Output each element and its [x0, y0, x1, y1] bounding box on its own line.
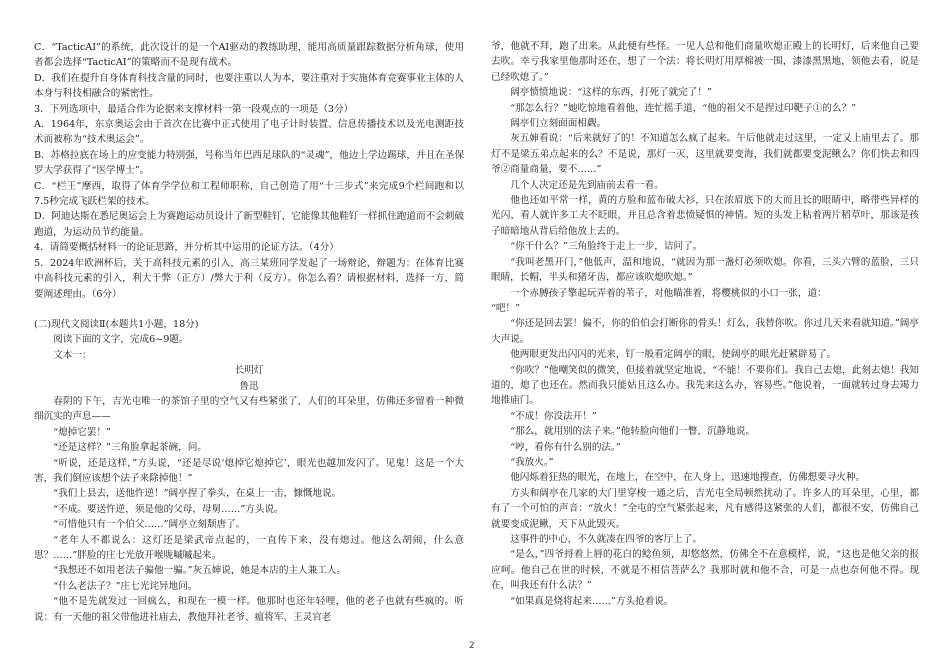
story-author: 鲁迅	[239, 380, 259, 392]
story-paragraph: “不成。要送忤逆，须是他的父母，母舅……”方头说。	[53, 503, 284, 515]
story-paragraph: “你吹？”他嘲笑似的微笑，但接着就坚定地说，“不能！不要你们。我自己去熄，此刻去熄！我知道的，熄了也还在。然而我只能姑且这么办。我先来这么办，容易些。”他说着，一面就转过身去竭力地推庙门。	[491, 364, 919, 407]
story-paragraph: 阔亭们立刻面面相觑。	[510, 118, 607, 130]
story-paragraph: 灰五婶看说：“后来就好了的！不知道怎么疯了起来。午后他就走过这里，一定又上庙里去了。那灯不是梁五弟点起来的么？不是说，那灯一灭，这里就要变海，我们就都要变泥鳅么？你们快去和四爷②商量商量，要不……”	[491, 133, 919, 176]
spacer	[34, 302, 464, 317]
story-paragraph: “我放火。”	[510, 456, 554, 468]
question-4: 4．请简要概括材料一的论证思路，并分析其中运用的论证方法。（4分）	[34, 242, 339, 254]
story-paragraph: “那么，就用别的法子来。”他转脸向他们一瞥，沉静地说。	[510, 426, 756, 438]
story-paragraph: “你还是回去罢！偏不，你的伯伯会打断你的骨头！灯么，我替你吹。你过几天来看就知道。”阔亭大声说。	[491, 318, 919, 345]
question-3-stem: 3．下列选项中，最适合作为论据来支撑材料一第一段观点的一项是（3分）	[34, 103, 354, 115]
story-paragraph: “听说，还是这样，”方头说，“还是尽说‘熄掉它熄掉它’，眼光也越加发闪了。见鬼！这是一个大害，我们倒应该想个法子来除掉他！”	[34, 457, 464, 484]
story-paragraph: “我们上县去，送他忤逆！”阔亭捏了拳头，在桌上一击，慷慨地说。	[53, 488, 342, 500]
option-c: C．“TacticAI”的系统，此次设计的是一个AI驱动的教练助理，能用高质量跟踪数据分析角球，使用者都会选择“TacticAI”的策略而不是现有战术。	[34, 42, 464, 69]
question-5: 5．2024年欧洲杯后，关于高科技元素的引入，高三某班同学发起了一场辩论，辩题为：在体育比赛中高科技元素的引入，利大于弊（正方）/弊大于利（反方）。你怎么看？请根据材料，选择一方，简要阐述理由。（6分）	[34, 257, 464, 300]
story-paragraph: “什么老法子？”庄七光诧异地问。	[53, 580, 198, 592]
text-label: 文本一：	[53, 349, 92, 361]
page-number: 2	[469, 641, 475, 651]
q3-option-d: D．阿迪达斯在悉尼奥运会上为赛跑运动员设计了新型鞋钉，它能像其他鞋钉一样抓住跑道而不会刺破跑道，为运动员节约能量。	[34, 211, 464, 238]
story-paragraph: “吧！”	[491, 302, 520, 314]
story-paragraph: “还是这样？”三角脸拿起茶碗，问。	[53, 442, 207, 454]
story-paragraph: “你干什么？”三角脸终于走上一步，诘问了。	[510, 241, 703, 253]
story-paragraph: 一个赤膊孩子擎起玩弄着的苇子，对他瞄准着，将樱桃似的小口一张，道：	[510, 287, 827, 299]
q3-option-c: C．“栏王”摩西，取得了体育学学位和工程师职称，自己创造了用“十三步式”来完成9个栏间跑和以7.5秒完成飞跃栏架的技术。	[34, 180, 464, 208]
q3-option-a: A．1964年，东京奥运会由于首次在比赛中正式使用了电子计时装置、信息传播技术以及光电测距技术而被称为“技术奥运会”。	[34, 119, 464, 146]
story-paragraph: “不成！你没法开！”	[510, 410, 597, 422]
story-paragraph: “老年人不都说么：这灯还是梁武帝点起的，一直传下来，没有熄过。他这么胡闹，什么意思？……”胖脸的庄七光放开喉咙嘁嘁起来。	[34, 534, 464, 561]
story-paragraph: “那怎么行？”她吃惊地看着他，连忙摇手道，“他的祖父不是捏过印靶子①的么？”	[510, 102, 856, 114]
story-paragraph: 这事件的中心，不久就凑在四爷的客厅上了。	[510, 534, 703, 545]
option-d: D．我们在提升自身体育科技含量的同时，也要注重以人为本，要注重对于实施体育竞赛事业主体的人本身与科技相融合的紧密性。	[34, 72, 464, 100]
story-paragraph: 他两眼更发出闪闪的光来，钉一般看定阔亭的眼，使阔亭的眼光赶紧辟易了。	[510, 349, 837, 361]
story-paragraph: 爷，他就不拜，跑了出来。从此便有些怪。一见人总和他们商量吹熄正殿上的长明灯，后来他自己要去吹。幸亏我家里他那时还在，想了一个法：将长明灯用厚棉被一围，漆漆黑黑地，领他去看，说是已经吹熄了。”	[491, 41, 919, 83]
section-title: (二)现代文阅读Ⅱ(本题共1小题，18分)	[34, 318, 199, 330]
story-paragraph: “是么，”四爷捋着上唇的花白的鲶鱼须，却悠悠然，仿佛全不在意模样，说，“这也是他父亲的报应呵。他自己在世的时候，不就是不相信菩萨么？我那时就和他不合，可是一点也奈何他不得。现在，叫我还有什么法？”	[491, 549, 919, 592]
story-paragraph: “我想还不如用老法子骗他一骗。”灰五婶说，她是本店的主人兼工人。	[53, 565, 347, 577]
story-paragraph: “可惜他只有一个伯父……”阔亭立刻颓唐了。	[53, 519, 246, 531]
story-paragraph: “我叫老黑开门，”他低声，温和地说，“就因为那一盏灯必须吹熄。你看，三头六臂的蓝脸，三只眼睛，长帽，半头和猪牙齿，都应该吹熄吹熄。”	[491, 256, 919, 284]
q3-option-b: B．苏格拉底在场上的应变能力特别强，号称当年巴西足球队的“灵魂”，他边上学边踢球，并且在圣保罗大学获得了“医学博士”。	[34, 149, 464, 177]
story-paragraph: 几个人决定还是先到庙前去看一看。	[510, 179, 664, 191]
instruction: 阅读下面的文字，完成6~9题。	[53, 334, 189, 346]
story-paragraph: 方头和阔亭在几家的大门里穿梭一通之后，吉光屯全局顿然扰动了。许多人的耳朵里，心里，都有了一个可怕的声音：“放火！”全屯的空气紧张起来，凡有感得这紧张的人们，都很不安，仿佛自己就要变成泥鳅，天下从此毁灭。	[491, 487, 919, 530]
story-title: 长明灯	[234, 365, 264, 377]
story-paragraph: “如果真是烧将起来……”方头抢着说。	[510, 595, 674, 607]
left-column	[34, 40, 464, 625]
story-paragraph: 他闪烁着狂热的眼光，在地上，在空中，在人身上，迅速地搜查，仿佛想要寻火种。	[510, 472, 866, 484]
story-paragraph: 他也还如平常一样，黄的方脸和蓝布破大衫，只在浓眉底下的大而且长的眼睛中，略带些异样的光闪，看人就许多工夫不眨眼，并且总含着悲愤疑惧的神情。短的头发上粘着两片稻草叶，那该是孩子暗暗地从背后给他放上去的。	[491, 195, 919, 237]
story-paragraph: 阔亭愤愤地说：“这样的东西，打死了就完了！”	[510, 87, 712, 99]
story-paragraph: “熄掉它罢！”	[53, 426, 111, 438]
right-column	[491, 39, 919, 609]
story-paragraph: “他不是先就发过一回疯么，和现在一模一样。他那时也还年轻哩，他的老子也就有些疯的。听说：有一天他的祖父带他进社庙去，教他拜社老爷、瘟将军、王灵官老	[34, 596, 464, 623]
story-paragraph: 春阴的下午，吉光屯唯一的茶馆子里的空气又有些紧张了，人们的耳朵里，仿佛还多留着一种微细沉实的声息——	[34, 395, 464, 423]
story-paragraph: “哼，看你有什么别的法。”	[510, 441, 621, 453]
